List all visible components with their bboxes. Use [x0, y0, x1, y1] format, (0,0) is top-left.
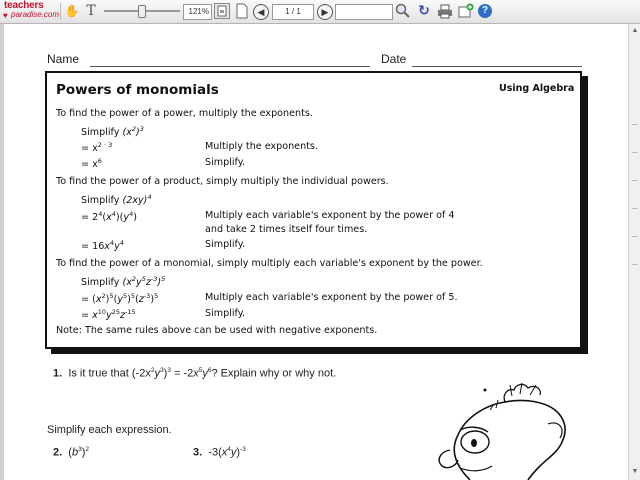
zoom-slider-thumb[interactable] [138, 5, 146, 18]
viewer-toolbar [0, 0, 640, 24]
name-line [90, 66, 370, 67]
power-of-power-step1-desc: Multiply the exponents. [205, 141, 318, 152]
question-2: 2. $(b^3)^2$ [53, 446, 90, 459]
scroll-tick [632, 208, 638, 209]
question-1: 1. Is it true that $(-2x^2y^3)^3 = -2x^5y^6$? Explain why or why not. [53, 367, 337, 380]
date-label: Date [381, 52, 407, 66]
previous-page-icon[interactable]: ◀ [253, 4, 269, 20]
power-of-product-step1-desc-a: Multiply each variable's exponent by the power of 4 [205, 210, 455, 221]
help-icon[interactable]: ? [478, 4, 492, 18]
cartoon-character-illustration [430, 380, 626, 480]
power-of-monomial-intro: To find the power of a monomial, simply multiply each variable's exponent by the power. [56, 258, 483, 269]
power-of-power-intro: To find the power of a power, multiply the exponents. [56, 108, 313, 119]
power-of-power-simplify: Simplify $(x^2)^3$ [81, 125, 144, 139]
left-panel-edge [0, 24, 4, 480]
logo-text-bottom: paradise.com [11, 10, 60, 19]
scroll-down-icon[interactable]: ▼ [631, 468, 639, 475]
next-page-icon[interactable]: ▶ [317, 4, 333, 20]
logo-text-top: teachers [4, 0, 44, 11]
power-of-monomial-step2: = $x^{10}y^{25}z^{-15}$ [81, 308, 136, 322]
simplify-heading: Simplify each expression. [47, 424, 172, 436]
scroll-tick [632, 180, 638, 181]
scroll-up-icon[interactable]: ▲ [631, 27, 639, 34]
name-label: Name [47, 52, 80, 66]
date-line [412, 66, 582, 67]
text-select-tool-icon[interactable]: T [86, 3, 96, 19]
power-of-product-intro: To find the power of a product, simply multiply the individual powers. [56, 176, 389, 187]
fit-width-icon[interactable] [214, 3, 230, 19]
powers-of-monomials-box [45, 71, 582, 349]
scroll-tick [632, 236, 638, 237]
power-of-power-step1: = $x^{2 \cdot 3}$ [81, 141, 113, 155]
vertical-scrollbar[interactable] [628, 24, 640, 480]
page-number-field[interactable]: 1 / 1 [272, 4, 314, 20]
power-of-monomial-step1-desc: Multiply each variable's exponent by the power of 5. [205, 292, 458, 303]
power-of-monomial-simplify: Simplify $(x^2y^5z^{-3})^5$ [81, 275, 166, 289]
power-of-power-step2: = $x^6$ [81, 157, 102, 171]
scroll-tick [632, 264, 638, 265]
search-input[interactable] [335, 4, 393, 20]
power-of-product-simplify: Simplify $(2xy)^4$ [81, 193, 152, 207]
scroll-tick [632, 152, 638, 153]
power-of-product-step1: = $2^4(x^4)(y^4)$ [81, 210, 137, 224]
power-of-monomial-step2-desc: Simplify. [205, 308, 246, 319]
power-of-power-step2-desc: Simplify. [205, 157, 246, 168]
hand-tool-icon[interactable]: ✋ [64, 4, 80, 18]
search-icon[interactable] [395, 3, 411, 19]
power-of-product-step2: = $16x^4y^4$ [81, 239, 124, 253]
refresh-icon[interactable]: ↻ [418, 3, 430, 19]
zoom-level-field[interactable]: 121% [183, 4, 212, 20]
heart-icon: ♥ [3, 11, 8, 20]
box-title: Powers of monomials [56, 82, 219, 98]
question-3: 3. $-3(x^4y)^{-3}$ [193, 446, 246, 459]
power-of-product-step2-desc: Simplify. [205, 239, 246, 250]
teachers-paradise-logo[interactable] [1, 1, 59, 21]
toolbar-separator [60, 3, 61, 20]
single-page-icon[interactable] [236, 3, 248, 19]
power-of-monomial-step1: = $(x^2)^5(y^5)^5(z^{-3})^5$ [81, 292, 159, 306]
scroll-tick [632, 124, 638, 125]
print-icon[interactable] [437, 3, 453, 19]
using-algebra-tag: Using Algebra [499, 83, 575, 94]
negative-exponents-note: Note: The same rules above can be used with negative exponents. [56, 325, 378, 336]
power-of-product-step1-desc-b: and take 2 times itself four times. [205, 224, 368, 235]
add-bookmark-icon[interactable] [458, 3, 474, 19]
